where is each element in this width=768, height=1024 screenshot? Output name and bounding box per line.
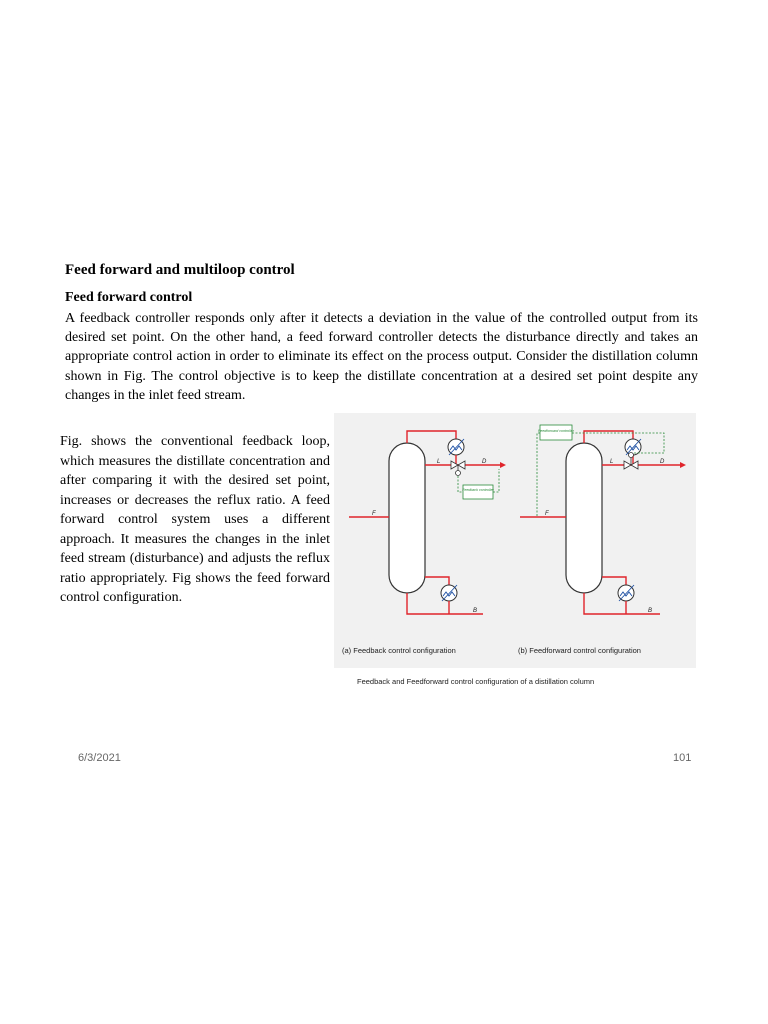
page-number: 101 — [673, 752, 692, 764]
distillation-control-figure — [334, 413, 696, 668]
reflux-label-b: L — [610, 459, 614, 465]
feedforward-configuration — [520, 425, 686, 614]
distillate-arrow-b — [680, 462, 686, 468]
column-a — [389, 443, 425, 593]
reflux-label-a: L — [437, 459, 441, 465]
footer-date: 6/3/2021 — [78, 752, 121, 764]
intro-paragraph: A feedback controller responds only after it detects a deviation in the value of the controlled output from its desired set point. On the other hand, a feed forward controller detects the disturbance directly and takes an appropriate control action in order to eliminate its effect on the process output. Consider the distillation column shown in Fig. The control objective is to keep the distillate concentration at a desired set point despite any changes in the inlet feed stream. — [65, 311, 698, 403]
figure-caption: Feedback and Feedforward control configuration of a distillation column — [357, 677, 595, 686]
reflux-valve-a — [451, 461, 465, 476]
reboiler-return-b — [602, 577, 626, 585]
side-paragraph: Fig. shows the conventional feedback loop, which measures the distillate concentration and after comparing it with the desired set point, increases or decreases the reflux ratio. A feed forward control system uses a different approach. It measures the changes in the inlet feed stream (disturbance) and adjusts the reflux ratio appropriately. Fig shows the feed forward control configuration. — [60, 434, 330, 605]
feed-label-b: F — [545, 511, 549, 517]
bottoms-label-a: B — [473, 608, 478, 614]
distillate-label-b: D — [660, 459, 665, 465]
column-b — [566, 443, 602, 593]
bottoms-label-b: B — [648, 608, 653, 614]
feedforward-controller-label: Feedforward controller — [538, 429, 574, 433]
reboiler-return-a — [425, 577, 449, 585]
overhead-line-a — [407, 431, 456, 443]
distillation-diagram — [334, 413, 696, 668]
distillate-arrow-a — [500, 462, 506, 468]
slide-title: Feed forward and multiloop control — [65, 262, 295, 278]
feedback-controller-label: Feedback controller — [462, 488, 494, 492]
figure-label-a: (a) Feedback control configuration — [342, 646, 456, 655]
figure-label-b: (b) Feedforward control configuration — [518, 646, 641, 655]
feedback-configuration — [349, 431, 506, 614]
feed-label-a: F — [372, 511, 376, 517]
section-subtitle: Feed forward control — [65, 290, 193, 305]
distillate-label-a: D — [482, 459, 487, 465]
